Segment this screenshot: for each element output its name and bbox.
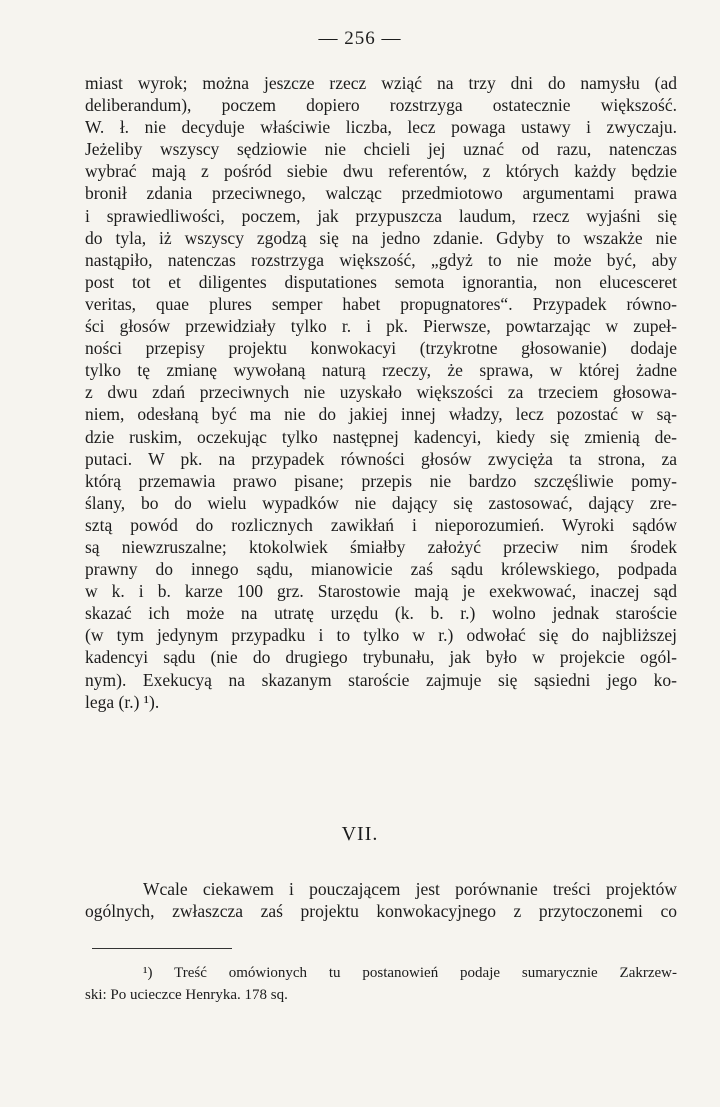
text-line: post tot et diligentes disputationes semota ignorantia, non elucesceret (85, 271, 677, 292)
text-line: ności przepisy projektu konwokacyi (trzykrotne głosowanie) dodaje (85, 338, 677, 359)
text-line: i sprawiedliwości, poczem, jak przypuszcza laudum, rzecz wyjaśni się (85, 205, 677, 226)
text-line: prawny do innego sądu, mianowicie zaś sądu królewskiego, podpada (85, 559, 677, 580)
text-line: skazać ich może na utratę urzędu (k. b. r.) wolno jednak staroście (85, 603, 677, 624)
text-line: w k. i b. karze 100 grz. Starostowie mają je exekwować, inaczej sąd (85, 581, 677, 602)
footnote-divider (92, 948, 232, 949)
text-line: putaci. W pk. na przypadek równości głosów zwycięża ta strona, za (85, 448, 677, 469)
text-line: veritas, quae plures semper habet propugnatores“. Przypadek równo- (85, 293, 677, 314)
page-number: — 256 — (318, 28, 402, 49)
text-line: ści głosów przewidziały tylko r. i pk. Pierwsze, powtarzając w zupeł- (85, 316, 677, 337)
text-line: deliberandum), poczem dopiero rozstrzyga ostatecznie większość. (85, 95, 677, 116)
text-line: tylko tę zmianę wywołaną naturą rzeczy, że sprawa, w której żadne (85, 360, 677, 381)
text-line: ¹) Treść omówionych tu postanowień podaje sumarycznie Zakrzew- (143, 965, 677, 981)
text-line: wybrać mają z pośród siebie dwu referentów, z których każdy będzie (85, 161, 677, 182)
text-line: Wcale ciekawem i pouczającem jest porównanie treści projektów (143, 879, 677, 899)
text-line: z dwu zdań przeciwnych nie uzyskało większości za trzeciem głosowa- (85, 382, 677, 403)
text-line: sztą powód do rozlicznych zawikłań i nieporozumień. Wyroki sądów (85, 514, 677, 535)
text-line: niem, odesłaną być ma nie do jakiej innej władzy, lecz pozostać w są- (85, 404, 677, 425)
text-line: miast wyrok; można jeszcze rzecz wziąć na trzy dni do namysłu (ad (85, 73, 677, 93)
text-line: do tyla, iż wszyscy zgodzą się na jedno zdanie. Gdyby to wszakże nie (85, 227, 677, 248)
text-line: kadencyi sądu (nie do drugiego trybunału, jak było w projekcie ogól- (85, 647, 677, 668)
text-line: ogólnych, zwłaszcza zaś projektu konwokacyjnego z przytoczonemi co (85, 901, 677, 922)
section-heading: VII. (341, 823, 379, 845)
text-line: którą przemawia prawo pisane; przepis nie bardzo szczęśliwie pomy- (85, 470, 677, 491)
text-line: W. ł. nie decyduje właściwie liczba, lecz powaga ustawy i zwyczaju. (85, 117, 677, 138)
main-paragraph (85, 72, 677, 713)
text-line: nastąpiło, natenczas rozstrzyga większość, „gdyż to nie może być, aby (85, 249, 677, 270)
text-line: Jeżeliby wszyscy sędziowie nie chcieli jej uznać od razu, natenczas (85, 139, 677, 160)
text-line: (w tym jedynym przypadku i to tylko w r.) odwołać się do najbliższej (85, 625, 677, 646)
second-paragraph (85, 878, 677, 922)
text-line: ski: Po ucieczce Henryka. 178 sq. (85, 987, 288, 1003)
text-line: lega (r.) ¹). (85, 691, 160, 712)
text-line: ślany, bo do wielu wypadków nie dający się zastosować, dający zre- (85, 492, 677, 513)
text-line: dzie ruskim, oczekując tylko następnej kadencyi, kiedy się zmienią de- (85, 426, 677, 447)
text-line: nym). Exekucyą na skazanym staroście zajmuje się sąsiedni jego ko- (85, 669, 677, 690)
footnotes (85, 962, 677, 1006)
text-line: są niewzruszalne; ktokolwiek śmiałby założyć przeciw nim środek (85, 536, 677, 557)
text-line: bronił zdania przeciwnego, walcząc przedmiotowo argumentami prawa (85, 183, 677, 204)
